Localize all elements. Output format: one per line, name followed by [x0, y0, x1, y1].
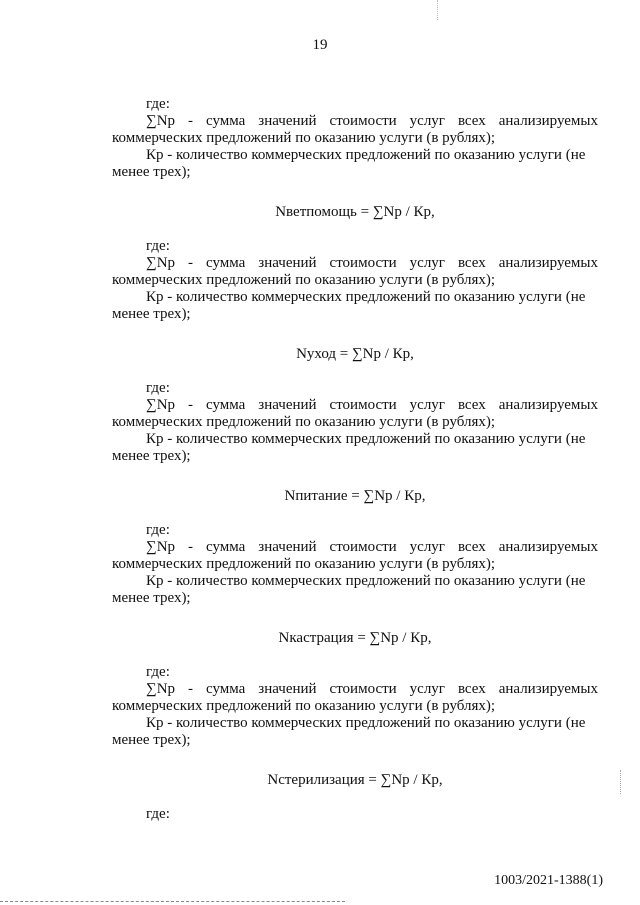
formula: Nпитание = ∑Np / Кр,: [284, 488, 426, 504]
formula: Nстерилизация = ∑Np / Кр,: [267, 772, 443, 788]
kp-definition-line: Кр - количество коммерческих предложений по оказанию услуги (не: [146, 289, 586, 305]
gde-label: где:: [146, 96, 170, 112]
sum-definition-line: коммерческих предложений по оказанию услуги (в рублях);: [112, 130, 496, 146]
page-number: 19: [312, 37, 328, 53]
kp-definition-line: менее трех);: [112, 306, 191, 322]
kp-definition-line: Кр - количество коммерческих предложений по оказанию услуги (не: [146, 431, 586, 447]
sum-definition-line: ∑Np - сумма значений стоимости услуг всех анализируемых: [146, 681, 598, 697]
formula: Nветпомощь = ∑Np / Кр,: [275, 204, 435, 220]
gde-label: где:: [146, 238, 170, 254]
sum-definition-line: коммерческих предложений по оказанию услуги (в рублях);: [112, 272, 496, 288]
sum-definition-line: ∑Np - сумма значений стоимости услуг всех анализируемых: [146, 113, 598, 129]
sum-definition-line: ∑Np - сумма значений стоимости услуг всех анализируемых: [146, 397, 598, 413]
sum-definition-line: коммерческих предложений по оказанию услуги (в рублях);: [112, 556, 496, 572]
document-code: 1003/2021-1388(1): [494, 873, 603, 888]
gde-label: где:: [146, 664, 170, 680]
sum-definition-line: коммерческих предложений по оказанию услуги (в рублях);: [112, 414, 496, 430]
scan-artifact-side: [620, 770, 622, 794]
definition-block: [112, 380, 598, 465]
gde-label: где:: [146, 806, 170, 822]
definition-block: [112, 96, 598, 181]
kp-definition-line: менее трех);: [112, 448, 191, 464]
scan-artifact-top: [437, 0, 439, 20]
formula: Nуход = ∑Np / Кр,: [296, 346, 414, 362]
sum-definition-line: ∑Np - сумма значений стоимости услуг всех анализируемых: [146, 255, 598, 271]
kp-definition-line: Кр - количество коммерческих предложений по оказанию услуги (не: [146, 715, 586, 731]
kp-definition-line: менее трех);: [112, 590, 191, 606]
definition-block: [112, 664, 598, 749]
kp-definition-line: менее трех);: [112, 164, 191, 180]
formula: Nкастрация = ∑Np / Кр,: [278, 630, 432, 646]
sum-definition-line: ∑Np - сумма значений стоимости услуг всех анализируемых: [146, 539, 598, 555]
bottom-rule: [0, 901, 345, 902]
sum-definition-line: коммерческих предложений по оказанию услуги (в рублях);: [112, 698, 496, 714]
gde-label: где:: [146, 380, 170, 396]
definition-block: [112, 522, 598, 607]
kp-definition-line: Кр - количество коммерческих предложений по оказанию услуги (не: [146, 573, 586, 589]
gde-label: где:: [146, 522, 170, 538]
definition-block: [112, 238, 598, 323]
kp-definition-line: Кр - количество коммерческих предложений по оказанию услуги (не: [146, 147, 586, 163]
kp-definition-line: менее трех);: [112, 732, 191, 748]
